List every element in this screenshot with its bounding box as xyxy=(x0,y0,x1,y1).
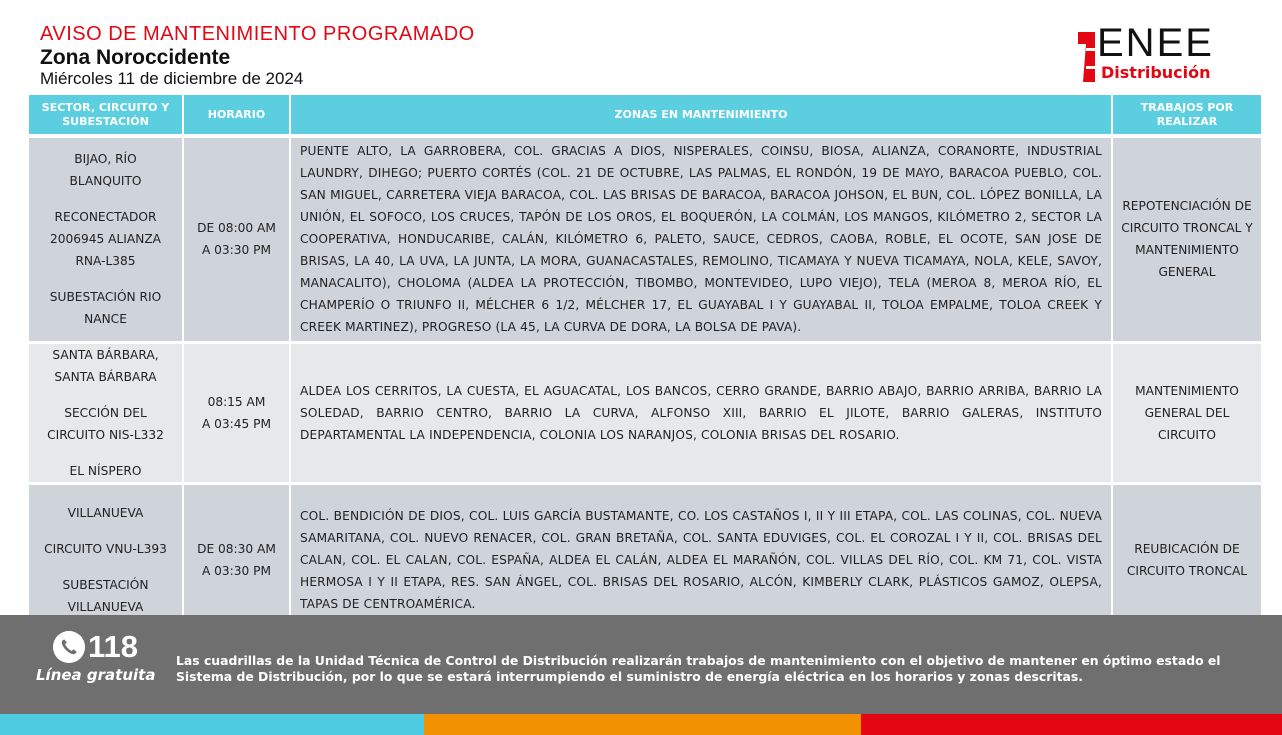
sector-cell xyxy=(29,136,183,342)
circuit-name: CIRCUITO VNU-L393 xyxy=(44,542,167,556)
col-header-zonas: ZONAS EN MANTENIMIENTO xyxy=(290,95,1112,136)
time-cell xyxy=(183,483,290,637)
col-header-trabajos: TRABAJOS POR REALIZAR xyxy=(1112,95,1261,136)
footer-bar xyxy=(0,615,1282,714)
col-header-sector: SECTOR, CIRCUITO Y SUBESTACIÓN xyxy=(29,95,183,136)
substation-name: EL NÍSPERO xyxy=(69,463,142,478)
maintenance-table xyxy=(29,95,1261,639)
phone-label: Línea gratuita xyxy=(36,666,156,684)
phone-icon xyxy=(53,631,85,663)
logo-subtitle: Distribución xyxy=(1101,63,1211,82)
time-to: A 03:30 PM xyxy=(201,564,272,578)
work-cell: REUBICACIÓN DE CIRCUITO TRONCAL xyxy=(1112,483,1261,637)
stripe-red xyxy=(861,714,1282,735)
notice-title: AVISO DE MANTENIMIENTO PROGRAMADO xyxy=(40,23,475,45)
time-to: A 03:45 PM xyxy=(201,416,272,431)
time-from: DE 08:30 AM xyxy=(197,542,276,556)
work-cell: MANTENIMIENTO GENERAL DEL CIRCUITO xyxy=(1112,342,1261,483)
time-cell xyxy=(183,136,290,342)
color-stripes xyxy=(0,714,1282,735)
circuit-name: RECONECTADOR 2006945 ALIANZA RNA-L385 xyxy=(49,210,161,269)
logo-mark-icon xyxy=(1075,30,1095,82)
table-row xyxy=(29,483,1261,637)
circuit-name: SECCIÓN DEL CIRCUITO NIS-L332 xyxy=(47,405,164,442)
table-row xyxy=(29,342,1261,483)
table-header-row xyxy=(29,95,1261,136)
substation-name: SUBESTACIÓN VILLANUEVA xyxy=(62,578,149,614)
table-row xyxy=(29,136,1261,342)
footer-message: Las cuadrillas de la Unidad Técnica de Control de Distribución realizarán trabajos de mantenimiento con el objetivo de mantener en óptimo estado el Sistema de Distribución, por lo que se estará interrumpiendo el suministro de energía eléctrica en los horarios y zonas descritas. xyxy=(176,653,1221,684)
zones-cell: ALDEA LOS CERRITOS, LA CUESTA, EL AGUACATAL, LOS BANCOS, CERRO GRANDE, BARRIO ABAJO, BARRIO ARRIBA, BARRIO LA SOLEDAD, BARRIO CENTRO, BARRIO LA CURVA, ALFONSO XIII, BARRIO EL JILOTE, BARRIO GALERAS, INSTITUTO DEPARTAMENTAL LA INDEPENDENCIA, COLONIA LOS NARANJOS, COLONIA BRISAS DEL ROSARIO. xyxy=(290,342,1112,483)
zones-cell: COL. BENDICIÓN DE DIOS, COL. LUIS GARCÍA BUSTAMANTE, CO. LOS CASTAÑOS I, II Y III ETAPA, COL. LAS COLINAS, COL. NUEVA SAMARITANA, COL. NUEVO RENACER, COL. GRAN BRETAÑA, COL. SANTA EDUVIGES, COL. EL COROZAL I Y II, COL. BRISAS DEL CALAN, COL. EL CALAN, COL. ESPAÑA, ALDEA EL CALÁN, ALDEA EL MARAÑÓN, COL. VILLAS DEL RÍO, COL. KM 71, COL. VISTA HERMOSA I Y II ETAPA, RES. SAN ÁNGEL, COL. BRISAS DEL ROSARIO, ALCÓN, KIMBERLY CLARK, PLÁSTICOS GAMOZ, OLEPSA, TAPAS DE CENTROAMÉRICA. xyxy=(290,483,1112,637)
substation-name: SUBESTACIÓN RIO NANCE xyxy=(49,290,162,327)
notice-date: Miércoles 11 de diciembre de 2024 xyxy=(40,69,304,88)
enee-logo xyxy=(1075,21,1260,86)
time-from: DE 08:00 AM xyxy=(197,221,276,236)
time-from: 08:15 AM xyxy=(207,394,266,409)
col-header-horario: HORARIO xyxy=(183,95,290,136)
sector-cell xyxy=(29,342,183,483)
sector-cell xyxy=(29,483,183,637)
time-cell xyxy=(183,342,290,483)
logo-name: ENEE xyxy=(1097,21,1214,65)
page-header xyxy=(40,22,475,88)
sector-name: BIJAO, RÍO BLANQUITO xyxy=(69,152,142,189)
zone-name: Zona Noroccidente xyxy=(40,46,231,69)
phone-number: 118 xyxy=(88,629,139,664)
time-to: A 03:30 PM xyxy=(201,243,272,258)
sector-name: VILLANUEVA xyxy=(67,506,144,520)
zones-cell: PUENTE ALTO, LA GARROBERA, COL. GRACIAS A DIOS, NISPERALES, COINSU, BIOSA, ALIANZA, CORANORTE, INDUSTRIAL LAUNDRY, DIHEGO; PUERTO CORTÉS (COL. 21 DE OCTUBRE, LAS PALMAS, EL RONDÓN, 19 DE MAYO, BARACOA PUEBLO, COL. SAN MIGUEL, CARRETERA VIEJA BARACOA, COL. LAS BRISAS DE BARACOA, BARACOA JOHSON, EL BUN, COL. LÓPEZ BONILLA, LA UNIÓN, EL SOFOCO, LOS CRUCES, TAPÓN DE LOS OROS, EL BOQUERÓN, LA COLMÁN, LOS MANGOS, KILÓMETRO 2, SECTOR LA COOPERATIVA, HONDUCARIBE, CALÁN, KILÓMETRO 6, PALETO, SAUCE, CEDROS, CAOBA, ROBLE, EL OCOTE, SAN JOSE DE BRISAS, LA 40, LA UVA, LA JUNTA, LA MORA, GUANACASTALES, REMOLINO, TICAMAYA Y NUEVA TICAMAYA, NOLA, KELE, SAVOY, MANACALITO), CHOLOMA (ALDEA LA PROTECCIÓN, TIBOMBO, MONTEVIDEO, LUPO VIEJO), TELA (MEROA 8, MEROA RÍO, EL CHAMPERÍO O TRIUNFO II, MÉLCHER 6 1/2, MÉLCHER 17, EL GUAYABAL I Y GUAYABAL II, TOLOA EMPALME, TOLOA CREEK Y CREEK MARTINEZ), PROGRESO (LA 45, LA CURVA DE DORA, LA BOLSA DE PAVA). xyxy=(290,136,1112,342)
work-cell: REPOTENCIACIÓN DE CIRCUITO TRONCAL Y MANTENIMIENTO GENERAL xyxy=(1112,136,1261,342)
stripe-cyan xyxy=(0,714,424,735)
stripe-orange xyxy=(424,714,861,735)
sector-name: SANTA BÁRBARA, SANTA BÁRBARA xyxy=(52,347,159,384)
